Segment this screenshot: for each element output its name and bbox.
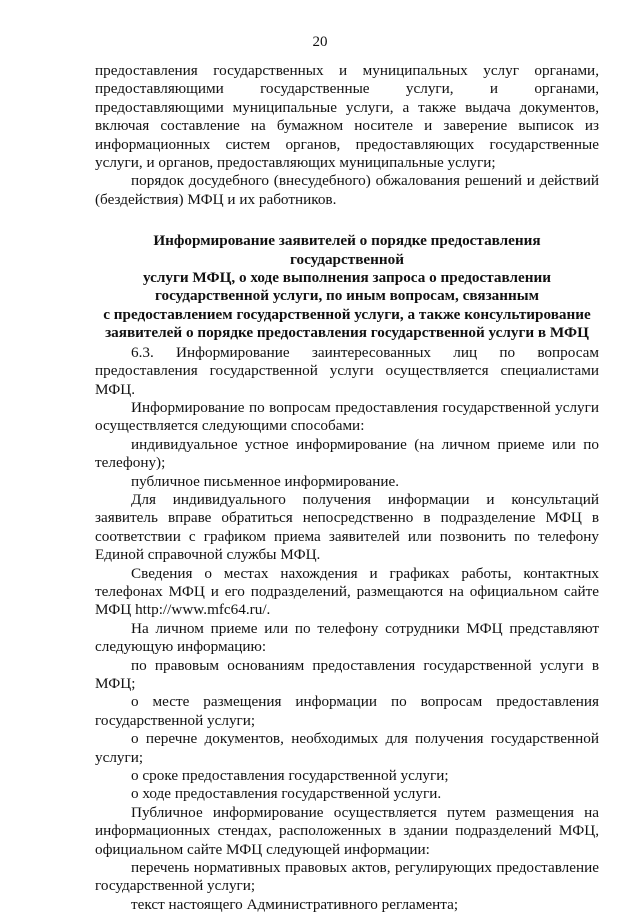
paragraph: 6.3. Информирование заинтересованных лиц по вопросам предоставления государственной услуги осуществляется специалистами МФЦ. [95,343,599,398]
list-item: индивидуальное устное информирование (на личном приеме или по телефону); [95,435,599,472]
list-item: текст настоящего Административного регламента; [131,895,459,913]
section-heading [95,232,599,342]
list-item: перечень нормативных правовых актов, регулирующих предоставление государственной услуги; [95,859,599,895]
paragraph: Сведения о местах нахождения и графиках работы, контактных телефонах МФЦ и его подразделений, размещаются на официальном сайте МФЦ http://www.mfc64.ru/. [95,564,599,619]
paragraph: порядок досудебного (внесудебного) обжалования решений и действий (бездействия) МФЦ и их работников. [95,172,599,208]
list-item: о месте размещения информации по вопросам предоставления государственной услуги; [95,693,599,729]
heading-line: с предоставлением государственной услуги, а также консультирование [103,305,591,323]
paragraph: предоставления государственных и муниципальных услуг органами, предоставляющими государственные услуги, и органами, предоставляющими муниципальные услуги, а также выдача документов, включая составление на бумажном носителе и заверение выписок из информационных систем органов, предоставляющих государственные услуги, и органов, предоставляющих муниципальные услуги; [95,62,599,172]
list-item: о перечне документов, необходимых для получения государственной услуги; [95,730,599,766]
document-body [95,62,599,914]
list-item: по правовым основаниям предоставления государственной услуги в МФЦ; [95,656,599,692]
heading-line: заявителей о порядке предоставления государственной услуги в МФЦ [105,324,589,342]
paragraph: Для индивидуального получения информации и консультаций заявитель вправе обратиться непосредственно в подразделение МФЦ в соответствии с графиком приема заявителей или позвонить по телефону Единой справочной службы МФЦ. [95,490,599,564]
heading-line: услуги МФЦ, о ходе выполнения запроса о предоставлении [142,269,552,287]
paragraph: Публичное информирование осуществляется путем размещения на информационных стендах, расположенных в здании подразделений МФЦ, официальном сайте МФЦ следующей информации: [95,803,599,858]
heading-line: государственной услуги, по иным вопросам, связанным [155,287,539,305]
paragraph: На личном приеме или по телефону сотрудники МФЦ представляют следующую информацию: [95,619,599,656]
list-item: публичное письменное информирование. [131,472,399,490]
list-item: о сроке предоставления государственной услуги; [131,767,449,785]
heading-line: Информирование заявителей о порядке предоставления государственной [153,232,541,268]
paragraph: Информирование по вопросам предоставления государственной услуги осуществляется следующими способами: [95,398,599,435]
list-item: о ходе предоставления государственной услуги. [131,785,442,803]
page-number: 20 [312,34,328,50]
